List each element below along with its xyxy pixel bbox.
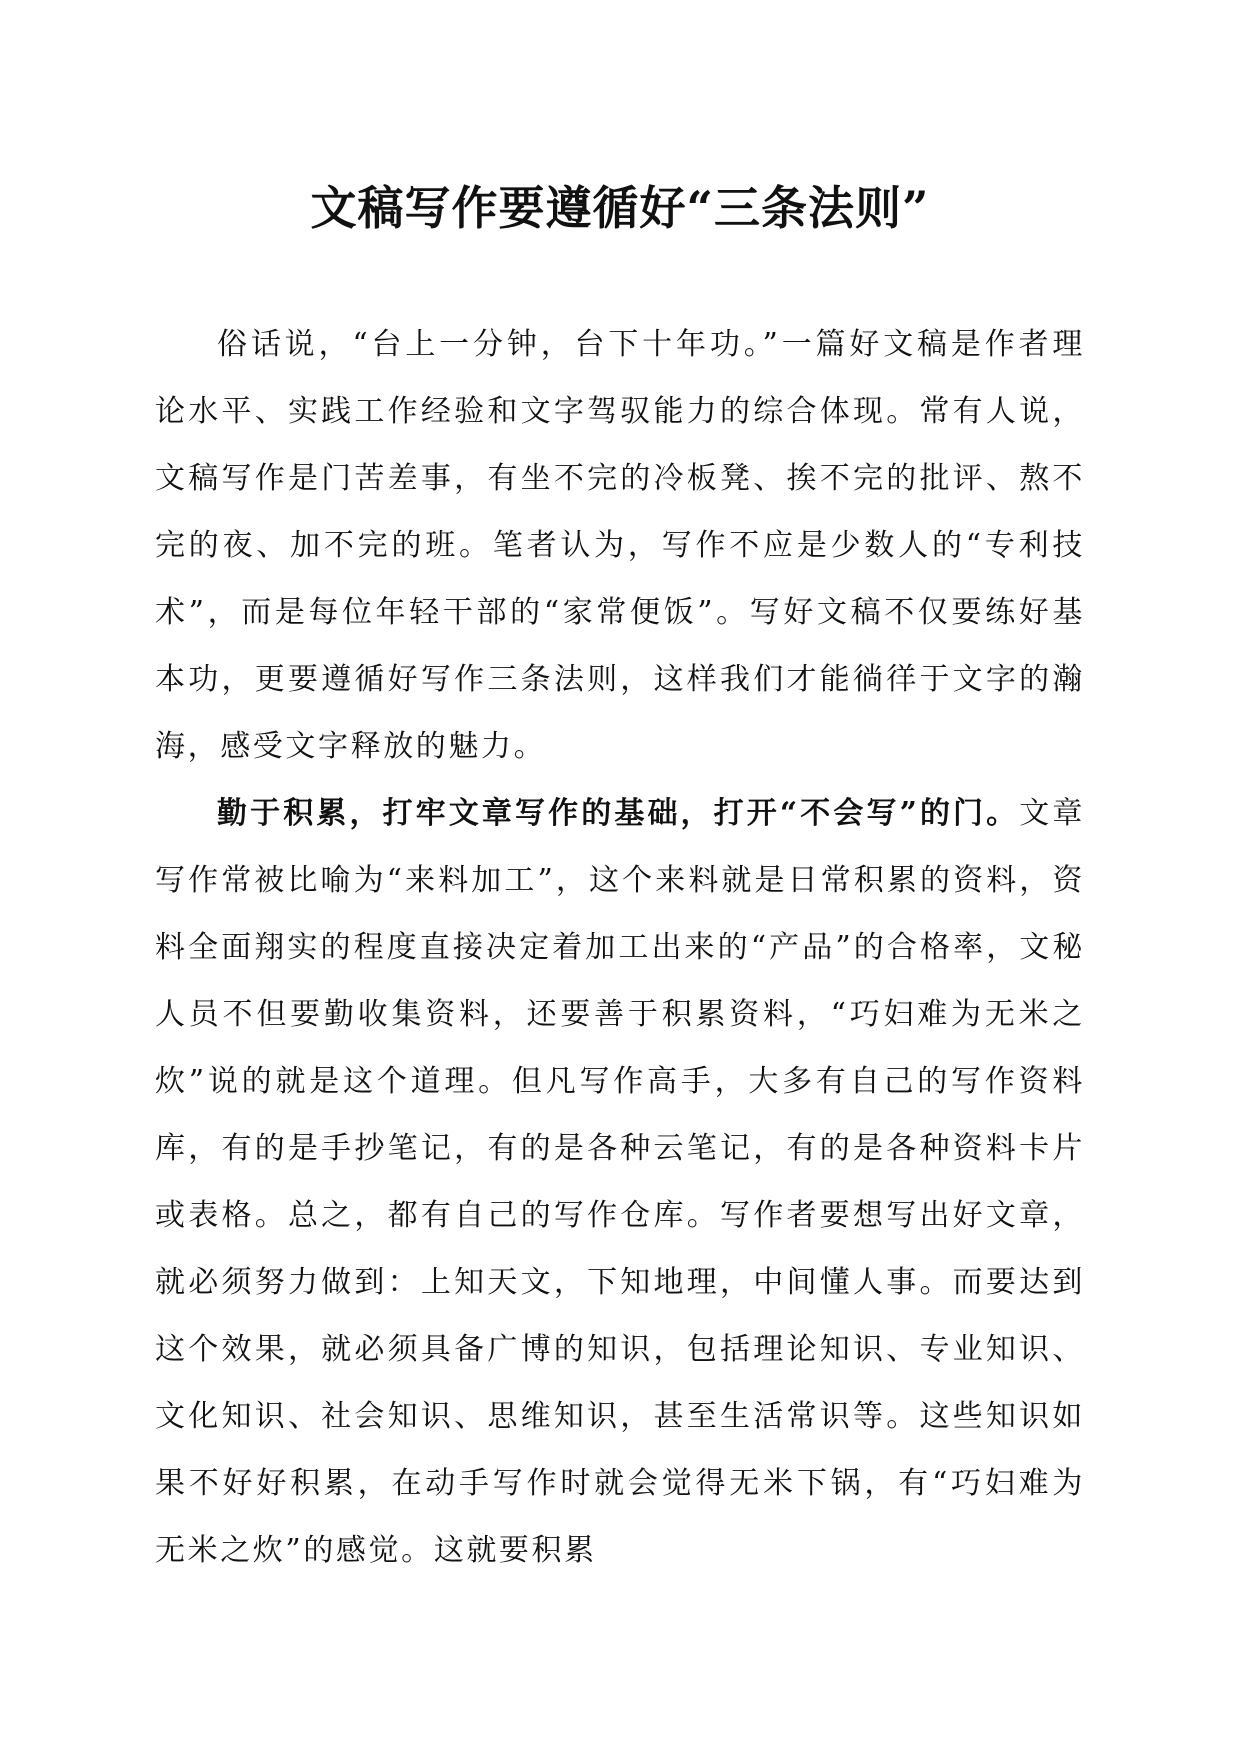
document-title: 文稿写作要遵循好“三条法则” [310,181,930,235]
section-one-body: 文章写作常被比喻为“来料加工”，这个来料就是日常积累的资料，资料全面翔实的程度直接决定着加工出来的“产品”的合格率，文秘人员不但要勤收集资料，还要善于积累资料，“巧妇难为无米之炊”说的就是这个道理。但凡写作高手，大多有自己的写作资料库，有的是手抄笔记，有的是各种云笔记，有的是各种资料卡片或表格。总之，都有自己的写作仓库。写作者要想写出好文章，就必须努力做到：上知天文，下知地理，中间懂人事。而要达到这个效果，就必须具备广博的知识，包括理论知识、专业知识、文化知识、社会知识、思维知识，甚至生活常识等。这些知识如果不好好积累，在动手写作时就会觉得无米下锅，有“巧妇难为无米之炊”的感觉。这就要积累 [155,796,1085,1568]
section-one-paragraph [155,780,1085,1584]
section-one-heading: 勤于积累，打牢文章写作的基础，打开“不会写”的门。 [217,796,1020,831]
document-body [155,311,1085,1584]
intro-paragraph: 俗话说，“台上一分钟，台下十年功。”一篇好文稿是作者理论水平、实践工作经验和文字驾驭能力的综合体现。常有人说，文稿写作是门苦差事，有坐不完的冷板凳、挨不完的批评、熬不完的夜、加不完的班。笔者认为，写作不应是少数人的“专利技术”，而是每位年轻干部的“家常便饭”。写好文稿不仅要练好基本功，更要遵循好写作三条法则，这样我们才能徜徉于文字的瀚海，感受文字释放的魅力。 [155,327,1085,764]
